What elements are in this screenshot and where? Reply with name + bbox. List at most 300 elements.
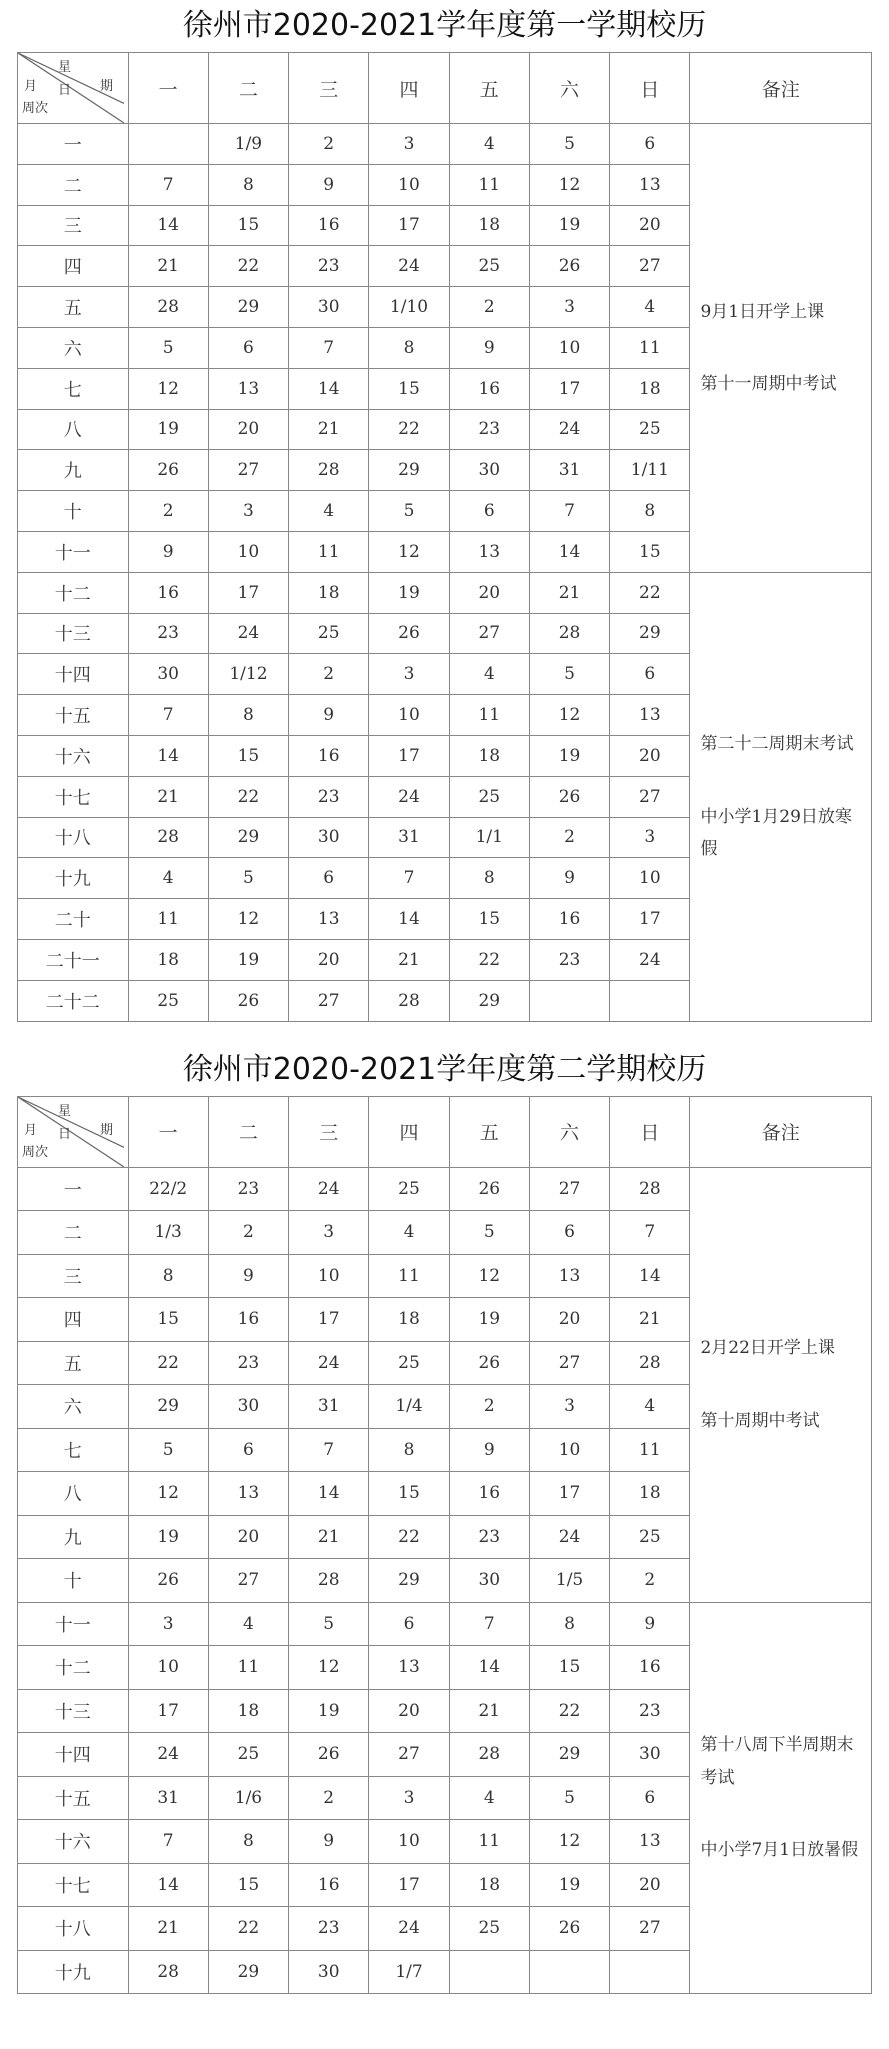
date-cell: 28 [610,1341,690,1385]
date-cell: 11 [449,164,529,205]
corner-label-yue: 月 [24,79,38,94]
date-cell: 25 [449,246,529,287]
day-header: 一 [128,1096,208,1167]
date-cell: 19 [529,735,609,776]
date-cell [610,980,690,1021]
week-number-cell: 十八 [18,1907,129,1951]
corner-label-ri: 日 [58,83,72,98]
date-cell: 21 [128,1907,208,1951]
date-cell: 9 [529,858,609,899]
date-cell: 15 [208,205,288,246]
week-row [18,1167,872,1211]
date-cell: 8 [449,858,529,899]
date-cell: 16 [289,735,369,776]
date-cell: 26 [529,1907,609,1951]
week-number-cell: 十七 [18,776,129,817]
date-cell: 6 [289,858,369,899]
date-cell: 26 [529,776,609,817]
date-cell: 16 [128,572,208,613]
date-cell: 22 [610,572,690,613]
date-cell: 9 [208,1254,288,1298]
date-cell: 7 [128,695,208,736]
corner-label-zhouci: 周次 [22,1144,49,1160]
date-cell: 14 [610,1254,690,1298]
date-cell: 30 [289,817,369,858]
date-cell: 18 [128,939,208,980]
remark-note: 中小学1月29日放寒假 [700,806,852,859]
date-cell: 26 [369,613,449,654]
date-cell: 10 [369,695,449,736]
remark-cell [690,124,872,573]
date-cell: 24 [369,776,449,817]
date-cell: 21 [128,776,208,817]
week-number-cell: 十一 [18,1602,129,1646]
date-cell: 25 [449,1907,529,1951]
date-cell: 14 [529,531,609,572]
date-cell: 15 [610,531,690,572]
date-cell: 5 [529,654,609,695]
date-cell: 24 [128,1733,208,1777]
date-cell: 1/3 [128,1211,208,1255]
week-number-cell: 二十 [18,899,129,940]
date-cell: 23 [449,409,529,450]
date-cell: 24 [369,1907,449,1951]
date-cell: 9 [449,327,529,368]
date-cell: 16 [449,1472,529,1516]
corner-label-zhouci: 周次 [22,101,49,116]
date-cell: 13 [610,695,690,736]
date-cell: 4 [128,858,208,899]
date-cell: 12 [449,1254,529,1298]
date-cell: 25 [289,613,369,654]
date-cell: 27 [208,1559,288,1603]
date-cell: 14 [449,1646,529,1690]
date-cell: 26 [449,1167,529,1211]
date-cell: 8 [208,1820,288,1864]
date-cell: 26 [529,246,609,287]
calendar-table [17,1096,872,1995]
date-cell: 21 [449,1689,529,1733]
date-cell: 19 [529,1863,609,1907]
date-cell: 31 [369,817,449,858]
date-cell: 23 [208,1341,288,1385]
date-cell: 27 [369,1733,449,1777]
date-cell: 13 [369,1646,449,1690]
date-cell: 15 [369,1472,449,1516]
date-cell: 7 [369,858,449,899]
date-cell: 3 [289,1211,369,1255]
week-row [18,572,872,613]
date-cell: 16 [208,1298,288,1342]
date-cell: 12 [128,368,208,409]
week-number-cell: 八 [18,1472,129,1516]
week-number-cell: 十二 [18,1646,129,1690]
date-cell: 23 [449,1515,529,1559]
date-cell: 5 [369,491,449,532]
date-cell: 9 [449,1428,529,1472]
date-cell: 3 [529,287,609,328]
calendar-table [17,52,872,1022]
calendar-title: 徐州市2020-2021学年度第二学期校历 [182,1051,707,1087]
remark-header: 备注 [690,1096,872,1167]
date-cell: 1/7 [369,1950,449,1994]
date-cell: 12 [369,531,449,572]
date-cell: 9 [289,164,369,205]
week-number-cell: 十九 [18,858,129,899]
date-cell: 12 [289,1646,369,1690]
date-cell: 27 [610,776,690,817]
date-cell: 3 [128,1602,208,1646]
day-header: 六 [529,1096,609,1167]
date-cell: 5 [128,327,208,368]
date-cell: 12 [128,1472,208,1516]
date-cell: 2 [208,1211,288,1255]
section-gap [0,1022,889,1044]
week-row [18,1602,872,1646]
date-cell: 1/12 [208,654,288,695]
date-cell: 17 [369,735,449,776]
date-cell: 29 [208,817,288,858]
date-cell: 23 [128,613,208,654]
date-cell: 19 [449,1298,529,1342]
week-number-cell: 十四 [18,654,129,695]
date-cell: 23 [289,246,369,287]
date-cell: 24 [208,613,288,654]
date-cell: 2 [449,1385,529,1429]
date-cell: 8 [128,1254,208,1298]
date-cell: 2 [289,654,369,695]
day-header: 六 [529,53,609,124]
date-cell: 13 [529,1254,609,1298]
date-cell: 22 [208,246,288,287]
date-cell: 13 [208,368,288,409]
date-cell: 24 [289,1341,369,1385]
week-number-cell: 十三 [18,1689,129,1733]
date-cell: 16 [529,899,609,940]
corner-label-xing: 星 [58,1103,72,1119]
date-cell: 18 [449,735,529,776]
date-cell: 28 [128,817,208,858]
date-cell: 4 [610,287,690,328]
date-cell: 22 [128,1341,208,1385]
date-cell: 26 [128,450,208,491]
remark-cell [690,1167,872,1602]
date-cell: 8 [208,164,288,205]
date-cell: 8 [369,1428,449,1472]
date-cell: 7 [610,1211,690,1255]
date-cell: 30 [449,1559,529,1603]
remark-note: 2月22日开学上课 [700,1338,835,1359]
date-cell: 20 [449,572,529,613]
date-cell: 4 [449,654,529,695]
date-cell: 18 [449,1863,529,1907]
remark-note: 第十周期中考试 [700,1410,820,1431]
date-cell: 16 [289,1863,369,1907]
date-cell: 24 [369,246,449,287]
corner-label-ri: 日 [58,1126,72,1142]
date-cell: 11 [289,531,369,572]
remark-note: 中小学7月1日放暑假 [700,1839,859,1860]
date-cell: 5 [128,1428,208,1472]
date-cell: 7 [128,164,208,205]
date-cell: 15 [128,1298,208,1342]
day-header: 一 [128,53,208,124]
date-cell: 11 [610,327,690,368]
date-cell: 25 [449,776,529,817]
week-number-cell: 二十一 [18,939,129,980]
date-cell: 28 [128,1950,208,1994]
date-cell: 6 [610,124,690,165]
date-cell: 19 [289,1689,369,1733]
week-number-cell: 七 [18,368,129,409]
corner-label-yue: 月 [24,1122,38,1138]
week-number-cell: 六 [18,1385,129,1429]
date-cell: 15 [208,735,288,776]
week-number-cell: 十 [18,491,129,532]
date-cell: 20 [610,735,690,776]
date-cell: 11 [449,695,529,736]
date-cell: 4 [610,1385,690,1429]
date-cell: 26 [289,1733,369,1777]
date-cell: 21 [529,572,609,613]
day-header: 四 [369,1096,449,1167]
week-number-cell: 五 [18,287,129,328]
date-cell: 23 [529,939,609,980]
week-number-cell: 十 [18,1559,129,1603]
date-cell: 22 [449,939,529,980]
date-cell: 3 [369,124,449,165]
date-cell: 18 [369,1298,449,1342]
date-cell: 4 [449,1776,529,1820]
date-cell: 10 [208,531,288,572]
date-cell: 7 [289,327,369,368]
date-cell: 8 [610,491,690,532]
date-cell: 29 [610,613,690,654]
date-cell: 9 [289,1820,369,1864]
week-number-cell: 二 [18,164,129,205]
date-cell: 19 [128,409,208,450]
date-cell: 3 [208,491,288,532]
date-cell: 13 [208,1472,288,1516]
date-cell [529,980,609,1021]
date-cell: 7 [128,1820,208,1864]
date-cell: 5 [529,124,609,165]
date-cell: 12 [208,899,288,940]
date-cell: 30 [449,450,529,491]
week-number-cell: 十六 [18,1820,129,1864]
date-cell: 13 [610,1820,690,1864]
date-cell: 3 [369,654,449,695]
corner-header-cell [18,53,129,124]
date-cell: 22 [369,409,449,450]
date-cell: 3 [529,1385,609,1429]
date-cell: 21 [610,1298,690,1342]
date-cell: 26 [208,980,288,1021]
date-cell: 4 [208,1602,288,1646]
day-header: 五 [449,53,529,124]
date-cell: 18 [208,1689,288,1733]
date-cell: 7 [529,491,609,532]
date-cell: 25 [610,1515,690,1559]
date-cell: 4 [449,124,529,165]
week-number-cell: 二十二 [18,980,129,1021]
week-number-cell: 四 [18,246,129,287]
date-cell: 17 [289,1298,369,1342]
day-header: 五 [449,1096,529,1167]
date-cell: 13 [289,899,369,940]
date-cell: 15 [529,1646,609,1690]
header-row [18,53,872,124]
date-cell: 19 [529,205,609,246]
date-cell: 17 [128,1689,208,1733]
week-number-cell: 十七 [18,1863,129,1907]
date-cell: 28 [610,1167,690,1211]
date-cell: 29 [208,287,288,328]
date-cell: 21 [128,246,208,287]
date-cell: 3 [610,817,690,858]
corner-label-xing: 星 [58,60,72,75]
week-number-cell: 九 [18,450,129,491]
date-cell: 29 [369,1559,449,1603]
date-cell [449,1950,529,1994]
date-cell: 9 [128,531,208,572]
date-cell: 20 [208,1515,288,1559]
date-cell: 25 [369,1341,449,1385]
date-cell: 11 [449,1820,529,1864]
date-cell: 30 [610,1733,690,1777]
date-cell: 1/6 [208,1776,288,1820]
week-number-cell: 十九 [18,1950,129,1994]
week-number-cell: 二 [18,1211,129,1255]
date-cell: 19 [208,939,288,980]
date-cell: 20 [610,205,690,246]
date-cell: 17 [369,205,449,246]
date-cell: 12 [529,1820,609,1864]
date-cell: 25 [128,980,208,1021]
date-cell: 10 [529,1428,609,1472]
date-cell: 24 [289,1167,369,1211]
date-cell: 1/10 [369,287,449,328]
date-cell: 23 [289,1907,369,1951]
date-cell: 28 [289,450,369,491]
date-cell: 10 [369,1820,449,1864]
date-cell: 10 [529,327,609,368]
week-number-cell: 三 [18,205,129,246]
date-cell: 24 [610,939,690,980]
day-header: 二 [208,53,288,124]
date-cell [610,1950,690,1994]
date-cell: 2 [610,1559,690,1603]
date-cell: 17 [369,1863,449,1907]
remark-note: 第二十二周期末考试 [700,734,854,755]
date-cell: 22 [369,1515,449,1559]
date-cell: 23 [208,1167,288,1211]
day-header: 四 [369,53,449,124]
week-number-cell: 六 [18,327,129,368]
date-cell: 2 [529,817,609,858]
date-cell: 30 [128,654,208,695]
date-cell: 4 [289,491,369,532]
header-row [18,1096,872,1167]
day-header: 日 [610,53,690,124]
date-cell: 24 [529,1515,609,1559]
date-cell: 25 [610,409,690,450]
date-cell: 14 [289,1472,369,1516]
date-cell: 18 [449,205,529,246]
date-cell: 20 [208,409,288,450]
date-cell: 1/9 [208,124,288,165]
date-cell: 14 [128,735,208,776]
date-cell: 29 [449,980,529,1021]
day-header: 三 [289,1096,369,1167]
week-number-cell: 十六 [18,735,129,776]
date-cell: 20 [289,939,369,980]
remark-header: 备注 [690,53,872,124]
date-cell: 14 [128,205,208,246]
date-cell: 2 [128,491,208,532]
date-cell: 2 [289,124,369,165]
remark-note: 9月1日开学上课 [700,301,825,322]
date-cell: 1/11 [610,450,690,491]
date-cell: 15 [208,1863,288,1907]
date-cell: 29 [369,450,449,491]
week-number-cell: 五 [18,1341,129,1385]
date-cell: 26 [128,1559,208,1603]
date-cell: 24 [529,409,609,450]
date-cell: 8 [369,327,449,368]
remark-cell [690,572,872,1021]
date-cell: 20 [610,1863,690,1907]
date-cell: 27 [610,1907,690,1951]
week-number-cell: 十五 [18,695,129,736]
date-cell: 2 [289,1776,369,1820]
date-cell: 27 [449,613,529,654]
date-cell: 5 [289,1602,369,1646]
day-header: 二 [208,1096,288,1167]
date-cell: 11 [369,1254,449,1298]
date-cell: 4 [369,1211,449,1255]
day-header: 三 [289,53,369,124]
date-cell: 15 [369,368,449,409]
date-cell: 6 [208,327,288,368]
date-cell: 28 [128,287,208,328]
date-cell: 20 [529,1298,609,1342]
week-number-cell: 十二 [18,572,129,613]
date-cell: 7 [449,1602,529,1646]
date-cell: 22/2 [128,1167,208,1211]
remark-note: 第十八周下半周期末考试 [700,1735,854,1788]
day-header: 日 [610,1096,690,1167]
date-cell: 27 [289,980,369,1021]
corner-header-cell [18,1096,129,1167]
date-cell: 5 [449,1211,529,1255]
date-cell: 28 [449,1733,529,1777]
date-cell: 8 [529,1602,609,1646]
date-cell: 20 [369,1689,449,1733]
date-cell: 6 [208,1428,288,1472]
date-cell: 10 [128,1646,208,1690]
date-cell: 27 [208,450,288,491]
corner-label-qi: 期 [100,79,114,94]
date-cell: 29 [208,1950,288,1994]
week-number-cell: 九 [18,1515,129,1559]
date-cell: 2 [449,287,529,328]
date-cell: 28 [369,980,449,1021]
date-cell: 25 [369,1167,449,1211]
week-number-cell: 十八 [18,817,129,858]
date-cell: 12 [529,164,609,205]
date-cell: 6 [529,1211,609,1255]
